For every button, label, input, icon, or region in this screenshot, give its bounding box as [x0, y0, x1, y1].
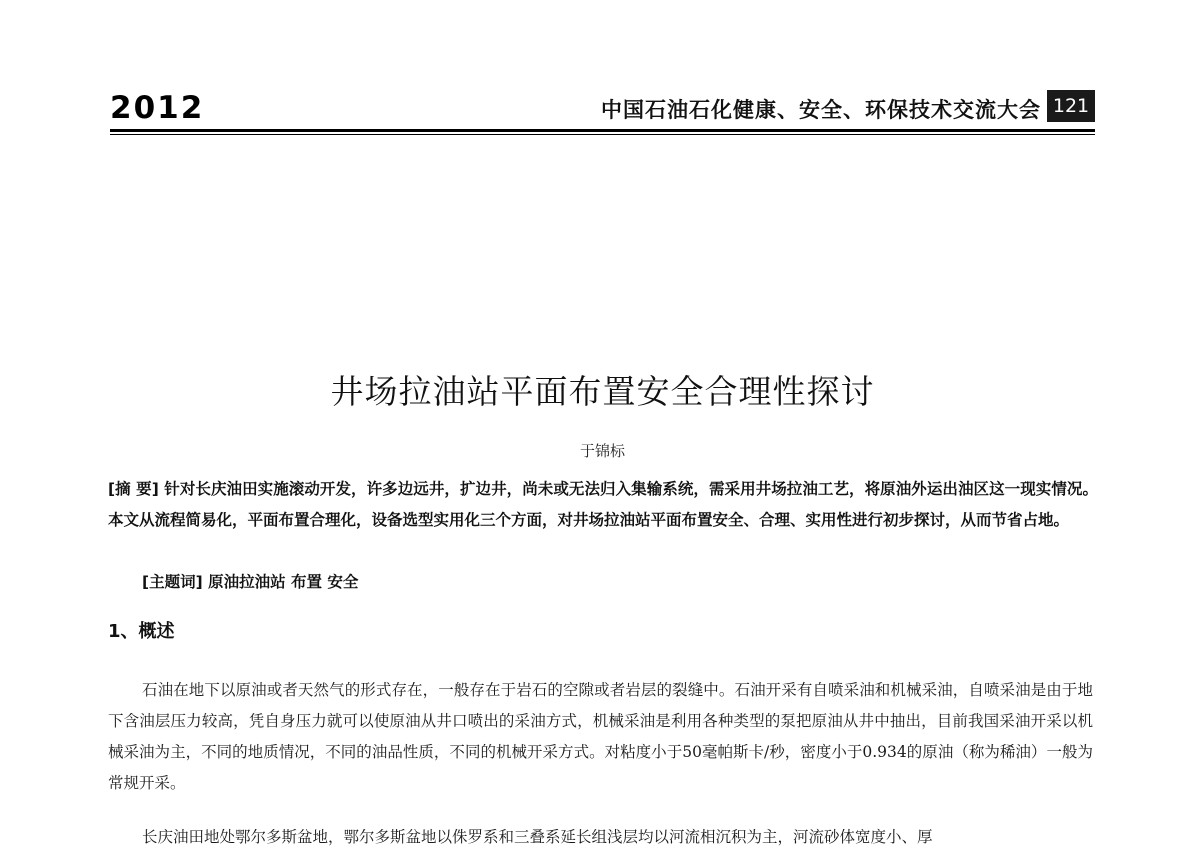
abstract-label: [摘 要]	[108, 480, 159, 498]
header-year: 2012	[110, 90, 205, 126]
body-paragraph: 长庆油田地处鄂尔多斯盆地，鄂尔多斯盆地以侏罗系和三叠系延长组浅层均以河流相沉积为主，河流砂体宽度小、厚	[142, 828, 933, 846]
abstract-text: 针对长庆油田实施滚动开发，许多边远井，扩边井，尚未或无法归入集输系统，需采用井场拉油工艺，将原油外运出油区这一现实情况。本文从流程简易化，平面布置合理化，设备选型实用化三个方面，对井场拉油站平面布置安全、合理、实用性进行初步探讨，从而节省占地。	[108, 480, 1098, 529]
body-paragraph: 石油在地下以原油或者天然气的形式存在，一般存在于岩石的空隙或者岩层的裂缝中。石油开采有自喷采油和机械采油，自喷采油是由于地下含油层压力较高，凭自身压力就可以使原油从井口喷出的采油方式，机械采油是利用各种类型的泵把原油从井中抽出，目前我国采油开采以机械采油为主，不同的地质情况，不同的油品性质，不同的机械开采方式。对粘度小于50毫帕斯卡/秒，密度小于0.934的原油（称为稀油）一般为常规开采。	[108, 681, 1093, 792]
running-header	[110, 88, 1095, 130]
keywords-label: [主题词]	[142, 573, 203, 591]
keywords	[142, 568, 358, 596]
header-rule-thin	[110, 134, 1095, 135]
page-number-badge: 121	[1047, 90, 1095, 122]
paper-author: 于锦标	[579, 442, 625, 460]
abstract	[108, 474, 1098, 536]
header-conference-name: 中国石油石化健康、安全、环保技术交流大会	[601, 98, 1041, 122]
section-heading-overview: 1、概述	[108, 621, 175, 642]
header-rule-thick	[110, 129, 1095, 132]
keywords-text: 原油拉油站 布置 安全	[208, 573, 359, 591]
paper-title: 井场拉油站平面布置安全合理性探讨	[330, 372, 875, 411]
